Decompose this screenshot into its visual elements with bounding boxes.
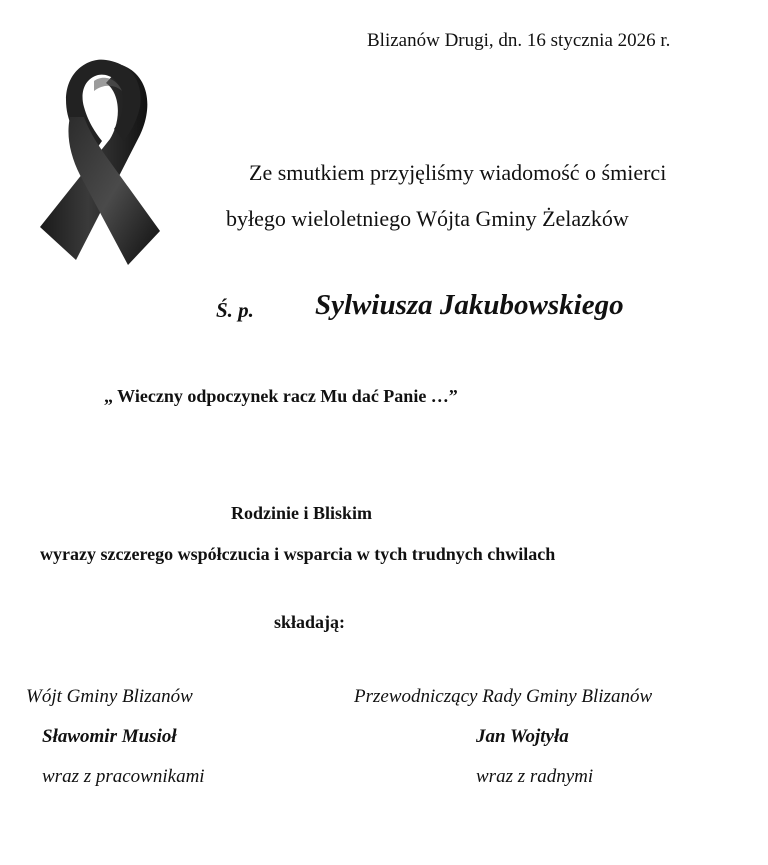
right-signatory-title: Przewodniczący Rady Gminy Blizanów: [354, 686, 653, 707]
left-signatory-title: Wójt Gminy Blizanów: [26, 686, 193, 707]
mourning-ribbon-icon: [36, 55, 164, 270]
deceased-name: Sylwiusza Jakubowskiego: [315, 289, 624, 321]
left-signatory-name: Sławomir Musioł: [42, 726, 177, 747]
prayer-line: „ Wieczny odpoczynek racz Mu dać Panie …”: [104, 386, 458, 406]
intro-line-2: byłego wieloletniego Wójta Gminy Żelazków: [226, 206, 629, 231]
left-signatory-with: wraz z pracownikami: [42, 766, 205, 787]
family-line: Rodzinie i Bliskim: [231, 503, 373, 523]
signed-by-label: składają:: [274, 612, 346, 632]
date-line: Blizanów Drugi, dn. 16 stycznia 2026 r.: [367, 30, 671, 51]
condolences-line: wyrazy szczerego współczucia i wsparcia w tych trudnych chwilach: [40, 544, 556, 564]
right-signatory-with: wraz z radnymi: [476, 766, 594, 787]
intro-line-1: Ze smutkiem przyjęliśmy wiadomość o śmierci: [249, 160, 667, 185]
right-signatory-name: Jan Wojtyła: [476, 726, 569, 747]
sp-abbreviation: Ś. p.: [216, 298, 254, 322]
